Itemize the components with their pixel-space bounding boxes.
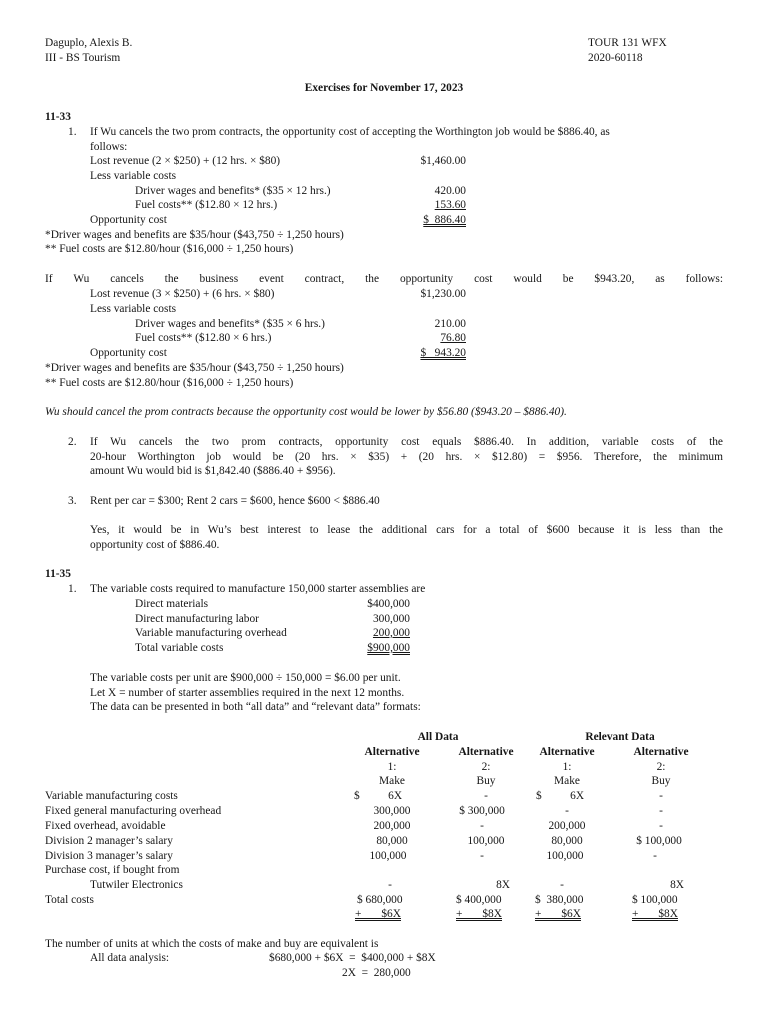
schedule-label: Fuel costs** ($12.80 × 12 hrs.) [135, 199, 278, 211]
column-header: Alternative [539, 746, 595, 758]
row-label: Purchase cost, if bought from [45, 864, 180, 876]
column-header: Make [554, 775, 580, 787]
schedule-amount: $ 886.40 [423, 214, 466, 226]
row-label: Variable manufacturing costs [45, 790, 178, 802]
paragraph-line: The variable costs per unit are $900,000 ÷ 150,000 = $6.00 per unit. [90, 672, 401, 684]
item-number: 1. [68, 126, 77, 138]
table-cell: $ 680,000 [357, 894, 403, 906]
group-header-all-data: All Data [417, 731, 459, 743]
table-cell: $ 100,000 [632, 894, 678, 906]
row-label: Fixed overhead, avoidable [45, 820, 166, 832]
table-cell: - [480, 850, 484, 862]
schedule-label: Less variable costs [90, 170, 177, 182]
cost-amount: $900,000 [367, 642, 410, 654]
table-cell: 80,000 [376, 835, 408, 847]
paragraph-line: If Wu cancels the two prom contracts, the opportunity cost of accepting the Worthington job would be $886.40, as [90, 126, 610, 138]
column-header: Alternative [633, 746, 689, 758]
footnote: *Driver wages and benefits are $35/hour ($43,750 ÷ 1,250 hours) [45, 229, 344, 241]
row-label: Tutwiler Electronics [90, 879, 183, 891]
paragraph-line: If Wu cancels the two prom contracts, opportunity cost equals $886.40. In addition, variable costs of the [90, 436, 723, 448]
table-cell: - [480, 820, 484, 832]
paragraph-line: The number of units at which the costs of make and buy are equivalent is [45, 938, 379, 950]
column-header: 1: [387, 761, 397, 773]
table-cell: 100,000 [546, 850, 584, 862]
table-cell: 300,000 [373, 805, 411, 817]
cost-label: Direct manufacturing labor [135, 613, 259, 625]
row-label: Fixed general manufacturing overhead [45, 805, 222, 817]
footnote: *Driver wages and benefits are $35/hour ($43,750 ÷ 1,250 hours) [45, 362, 344, 374]
item-number: 1. [68, 583, 77, 595]
student-id: 2020-60118 [588, 52, 643, 64]
cost-amount: 300,000 [372, 613, 410, 625]
column-header: 1: [562, 761, 572, 773]
table-cell: $ 300,000 [459, 805, 505, 817]
table-cell: - [659, 790, 663, 802]
problem-label-11-35: 11-35 [45, 568, 71, 580]
table-cell: - [653, 850, 657, 862]
table-cell: - [388, 879, 392, 891]
item-number: 2. [68, 436, 77, 448]
table-cell: + $6X [535, 908, 581, 920]
table-cell: 100,000 [467, 835, 505, 847]
paragraph-line: 20-hour Worthington job would be (20 hrs. × $35) + (20 hrs. × $12.80) = $956. Therefore, the minimum [90, 451, 723, 463]
footnote: ** Fuel costs are $12.80/hour ($16,000 ÷ 1,250 hours) [45, 377, 294, 389]
schedule-label: Driver wages and benefits* ($35 × 6 hrs.) [135, 318, 325, 330]
schedule-amount: $1,460.00 [420, 155, 466, 167]
schedule-label: Less variable costs [90, 303, 177, 315]
schedule-amount: 76.80 [440, 332, 466, 344]
problem-label-11-33: 11-33 [45, 111, 71, 123]
schedule-label: Opportunity cost [90, 347, 167, 359]
table-cell: - [659, 820, 663, 832]
table-cell: $ 380,000 [535, 894, 584, 906]
column-header: Buy [476, 775, 496, 787]
table-cell: $ 6X [536, 790, 585, 802]
cost-label: Total variable costs [135, 642, 224, 654]
equation: 2X = 280,000 [342, 967, 411, 979]
table-cell: $ 6X [354, 790, 403, 802]
schedule-amount: $1,230.00 [420, 288, 466, 300]
table-cell: - [659, 805, 663, 817]
cost-amount: $400,000 [367, 598, 410, 610]
table-cell: 8X [670, 879, 684, 891]
course-code: TOUR 131 WFX [588, 37, 667, 49]
schedule-label: Opportunity cost [90, 214, 167, 226]
document-title: Exercises for November 17, 2023 [304, 82, 464, 94]
schedule-amount: $ 943.20 [420, 347, 466, 359]
cost-amount: 200,000 [372, 627, 410, 639]
row-label: Total costs [45, 894, 94, 906]
table-cell: + $6X [355, 908, 401, 920]
schedule-amount: 153.60 [434, 199, 466, 211]
equation: $680,000 + $6X = $400,000 + $8X [269, 952, 436, 964]
schedule-label: Driver wages and benefits* ($35 × 12 hrs.) [135, 185, 331, 197]
item-number: 3. [68, 495, 77, 507]
conclusion: Wu should cancel the prom contracts because the opportunity cost would be lower by $56.80 ($943.20 – $886.40). [45, 406, 567, 418]
schedule-amount: 210.00 [434, 318, 466, 330]
column-header: Alternative [458, 746, 514, 758]
paragraph-line: amount Wu would bid is $1,842.40 ($886.40 + $956). [90, 465, 336, 477]
paragraph-line: opportunity cost of $886.40. [90, 539, 220, 551]
paragraph-line: The data can be presented in both “all data” and “relevant data” formats: [90, 701, 421, 713]
schedule-label: Lost revenue (3 × $250) + (6 hrs. × $80) [90, 288, 275, 300]
table-cell: + $8X [456, 908, 502, 920]
schedule-label: Fuel costs** ($12.80 × 6 hrs.) [135, 332, 272, 344]
table-cell: + $8X [632, 908, 678, 920]
student-name: Daguplo, Alexis B. [45, 37, 133, 49]
table-cell: $ 100,000 [636, 835, 682, 847]
table-cell: - [484, 790, 488, 802]
table-cell: - [565, 805, 569, 817]
cost-label: Variable manufacturing overhead [135, 627, 287, 639]
table-cell: 8X [496, 879, 510, 891]
table-cell: 80,000 [551, 835, 583, 847]
paragraph-line: If Wu cancels the business event contract, the opportunity cost would be $943.20, as follows: [45, 273, 723, 285]
paragraph-line: Rent per car = $300; Rent 2 cars = $600, hence $600 < $886.40 [90, 495, 380, 507]
schedule-label: Lost revenue (2 × $250) + (12 hrs. × $80) [90, 155, 281, 167]
column-header: Make [379, 775, 405, 787]
column-header: 2: [481, 761, 491, 773]
table-cell: 200,000 [548, 820, 586, 832]
student-program: III - BS Tourism [45, 52, 121, 64]
column-header: Alternative [364, 746, 420, 758]
paragraph-line: The variable costs required to manufacture 150,000 starter assemblies are [90, 583, 426, 595]
group-header-relevant-data: Relevant Data [585, 731, 655, 743]
schedule-amount: 420.00 [434, 185, 466, 197]
row-label: Division 2 manager’s salary [45, 835, 173, 847]
column-header: Buy [651, 775, 671, 787]
equation-label: All data analysis: [90, 952, 170, 964]
table-cell: - [560, 879, 564, 891]
paragraph-line: Let X = number of starter assemblies required in the next 12 months. [90, 687, 405, 699]
table-cell: $ 400,000 [456, 894, 502, 906]
row-label: Division 3 manager’s salary [45, 850, 173, 862]
table-cell: 200,000 [373, 820, 411, 832]
paragraph-line: Yes, it would be in Wu’s best interest to lease the additional cars for a total of $600 because it is less than the [90, 524, 723, 536]
column-header: 2: [656, 761, 666, 773]
table-cell: 100,000 [369, 850, 407, 862]
cost-label: Direct materials [135, 598, 209, 610]
footnote: ** Fuel costs are $12.80/hour ($16,000 ÷ 1,250 hours) [45, 243, 294, 255]
paragraph-line: follows: [90, 141, 128, 153]
